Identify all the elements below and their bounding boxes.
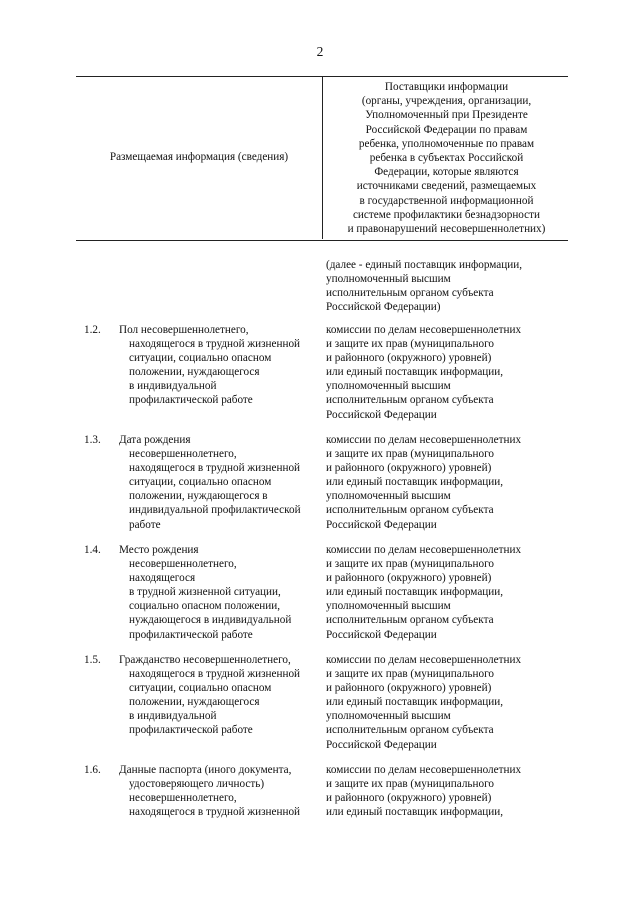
text-line: комиссии по делам несовершеннолетних [326,654,522,666]
row-number: 1.3. [84,434,101,446]
text-line: и районного (окружного) уровней) [326,792,492,805]
text-line: Дата рождения [119,434,191,446]
text-line: Место рождения [119,544,199,556]
row-providers [326,653,571,752]
text-line: профилактической работе [129,724,253,737]
row-description [119,323,324,408]
text-line: находящегося [129,572,196,585]
text-line: находящегося в трудной жизненной [129,462,301,475]
text-line: Гражданство несовершеннолетнего, [119,654,291,666]
text-line: ситуации, социально опасном [129,476,272,489]
text-line: положении, нуждающегося [129,366,260,379]
header-line: источниками сведений, размещаемых [356,180,537,193]
text-line: комиссии по делам несовершеннолетних [326,764,522,776]
text-line: уполномоченный высшим [326,273,451,286]
row-description [119,433,324,532]
text-line: ситуации, социально опасном [129,682,272,695]
text-line: работе [129,518,161,531]
text-line: и защите их прав (муниципального [326,668,494,681]
text-line: комиссии по делам несовершеннолетних [326,324,522,336]
row-providers [326,433,571,532]
text-line: и защите их прав (муниципального [326,778,494,791]
text-line: индивидуальной профилактической [129,504,301,517]
text-line: нуждающегося в индивидуальной [129,614,292,627]
text-line: исполнительным органом субъекта [326,394,494,407]
text-line: исполнительным органом субъекта [326,614,494,627]
text-line: Российской Федерации [326,408,437,421]
header-line: в государственной информационной [359,194,534,207]
text-line: находящегося в трудной жизненной [129,806,301,819]
row-providers [326,323,571,422]
header-bottom-rule [76,240,568,241]
text-line: или единый поставщик информации, [326,586,504,599]
text-line: находящегося в трудной жизненной [129,338,301,351]
text-line: и защите их прав (муниципального [326,558,494,571]
row-description [119,653,324,738]
header-column-info: Размещаемая информация (сведения) [109,151,289,163]
text-line: Российской Федерации) [326,301,441,314]
header-line: Российской Федерации по правам [365,123,528,136]
text-line: комиссии по делам несовершеннолетних [326,544,522,556]
header-line: Федерации, которые являются [374,166,519,179]
text-line: Российской Федерации [326,518,437,531]
row-description [119,543,324,642]
header-line: Уполномоченный при Президенте [365,109,528,122]
text-line: и защите их прав (муниципального [326,448,494,461]
header-column-providers [325,80,568,236]
text-line: несовершеннолетнего, [129,792,237,805]
row-number: 1.5. [84,654,101,666]
row-providers [326,258,571,314]
text-line: в трудной жизненной ситуации, [129,586,281,599]
row-number: 1.4. [84,544,101,556]
text-line: профилактической работе [129,628,253,641]
header-line: и правонарушений несовершеннолетних) [347,223,546,236]
text-line: в индивидуальной [129,380,217,393]
text-line: комиссии по делам несовершеннолетних [326,434,522,446]
text-line: уполномоченный высшим [326,600,451,613]
page-number: 2 [316,44,324,59]
text-line: или единый поставщик информации, [326,366,504,379]
text-line: Российской Федерации [326,628,437,641]
row-description [119,763,324,819]
text-line: Пол несовершеннолетнего, [119,324,249,336]
text-line: и районного (окружного) уровней) [326,462,492,475]
text-line: социально опасном положении, [129,600,281,613]
header-column-divider [322,77,323,239]
text-line: профилактической работе [129,394,253,407]
header-line: системе профилактики безнадзорности [352,208,541,221]
text-line: положении, нуждающегося [129,696,260,709]
text-line: и районного (окружного) уровней) [326,352,492,365]
row-providers [326,543,571,642]
text-line: и защите их прав (муниципального [326,338,494,351]
text-line: (далее - единый поставщик информации, [326,259,522,271]
text-line: или единый поставщик информации, [326,476,504,489]
text-line: и районного (окружного) уровней) [326,572,492,585]
text-line: в индивидуальной [129,710,217,723]
text-line: или единый поставщик информации, [326,696,504,709]
text-line: исполнительным органом субъекта [326,504,494,517]
text-line: или единый поставщик информации, [326,806,504,819]
header-line: ребенка, уполномоченные по правам [358,137,535,150]
text-line: Российской Федерации [326,738,437,751]
header-line: ребенка в субъектах Российской [369,152,524,165]
header-line: (органы, учреждения, организации, [361,95,532,108]
text-line: Данные паспорта (иного документа, [119,764,292,776]
text-line: и районного (окружного) уровней) [326,682,492,695]
text-line: уполномоченный высшим [326,380,451,393]
row-providers [326,763,571,819]
text-line: исполнительным органом субъекта [326,287,494,300]
text-line: несовершеннолетнего, [129,558,237,571]
text-line: удостоверяющего личность) [129,778,265,791]
text-line: находящегося в трудной жизненной [129,668,301,681]
text-line: уполномоченный высшим [326,710,451,723]
row-number: 1.2. [84,324,101,336]
row-number: 1.6. [84,764,101,776]
text-line: ситуации, социально опасном [129,352,272,365]
header-line: Поставщики информации [384,81,509,93]
text-line: исполнительным органом субъекта [326,724,494,737]
text-line: уполномоченный высшим [326,490,451,503]
text-line: положении, нуждающегося в [129,490,268,503]
text-line: несовершеннолетнего, [129,448,237,461]
